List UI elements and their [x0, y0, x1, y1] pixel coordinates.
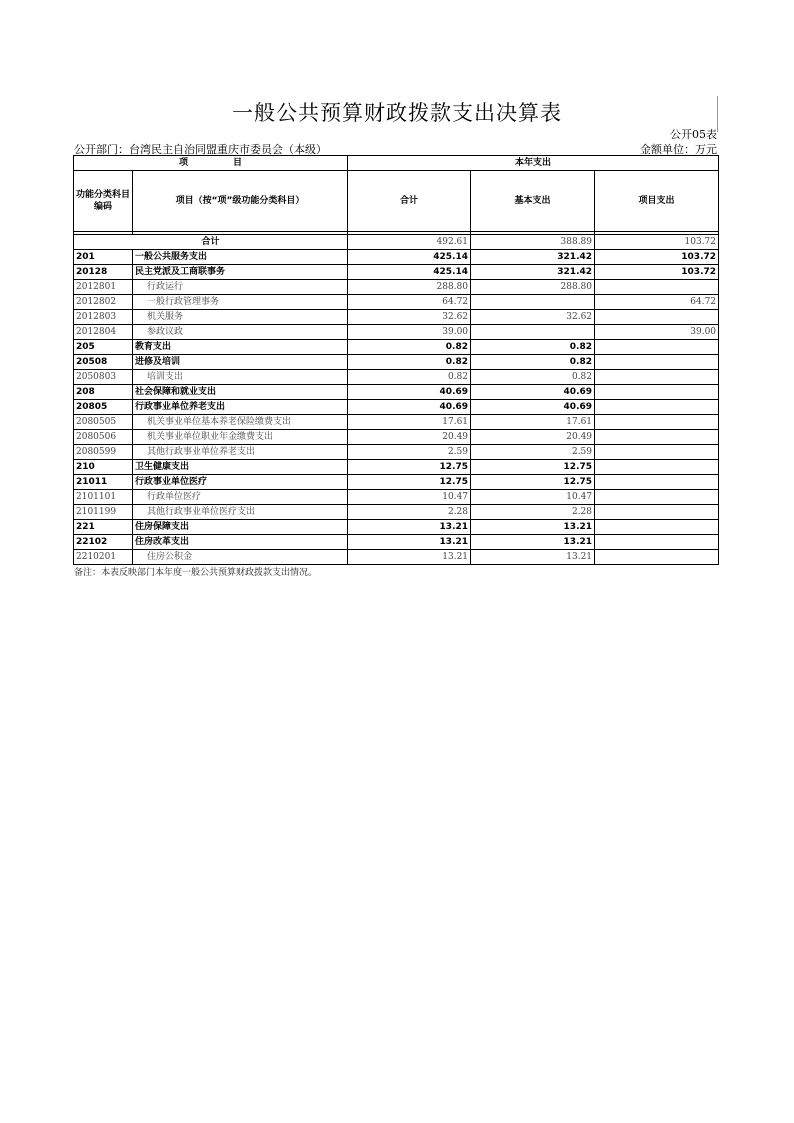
table-row	[74, 385, 719, 400]
row-project: 39.00	[595, 325, 719, 340]
row-basic: 17.61	[471, 415, 595, 430]
table-row	[74, 550, 719, 565]
table-row	[74, 325, 719, 340]
row-code: 21011	[74, 475, 133, 490]
row-basic: 321.42	[471, 265, 595, 280]
row-basic: 20.49	[471, 430, 595, 445]
row-code: 2210201	[74, 550, 133, 565]
row-project	[595, 355, 719, 370]
row-code: 2012804	[74, 325, 133, 340]
header-basic: 基本支出	[471, 171, 595, 232]
table-row	[74, 280, 719, 295]
row-basic: 0.82	[471, 340, 595, 355]
row-code: 22102	[74, 535, 133, 550]
table-row	[74, 400, 719, 415]
total-project: 103.72	[595, 235, 719, 250]
row-project	[595, 280, 719, 295]
row-name: 住房改革支出	[133, 535, 348, 550]
row-name: 住房公积金	[133, 550, 348, 565]
row-name: 卫生健康支出	[133, 460, 348, 475]
row-total: 0.82	[348, 355, 471, 370]
row-total: 13.21	[348, 535, 471, 550]
row-code: 20128	[74, 265, 133, 280]
row-name: 机关服务	[133, 310, 348, 325]
row-total: 2.28	[348, 505, 471, 520]
row-project	[595, 505, 719, 520]
row-name: 机关事业单位职业年金缴费支出	[133, 430, 348, 445]
row-name: 行政运行	[133, 280, 348, 295]
row-total: 39.00	[348, 325, 471, 340]
row-project	[595, 535, 719, 550]
table-row	[74, 505, 719, 520]
row-code: 2080505	[74, 415, 133, 430]
header-project: 项目支出	[595, 171, 719, 232]
row-basic: 2.28	[471, 505, 595, 520]
row-total: 0.82	[348, 370, 471, 385]
row-code: 2012801	[74, 280, 133, 295]
table-row	[74, 295, 719, 310]
row-total: 40.69	[348, 400, 471, 415]
row-total: 425.14	[348, 250, 471, 265]
header-total: 合计	[348, 171, 471, 232]
row-basic: 13.21	[471, 535, 595, 550]
row-name: 行政事业单位养老支出	[133, 400, 348, 415]
total-amount: 492.61	[348, 235, 471, 250]
row-basic: 12.75	[471, 460, 595, 475]
form-number: 公开05表	[670, 128, 717, 141]
row-project	[595, 550, 719, 565]
header-current-year: 本年支出	[348, 156, 719, 171]
table-row	[74, 250, 719, 265]
row-name: 一般行政管理事务	[133, 295, 348, 310]
row-total: 10.47	[348, 490, 471, 505]
total-row	[74, 235, 719, 250]
row-code: 2012802	[74, 295, 133, 310]
table-row	[74, 430, 719, 445]
row-total: 40.69	[348, 385, 471, 400]
row-name: 一般公共服务支出	[133, 250, 348, 265]
table-row	[74, 490, 719, 505]
table-row	[74, 535, 719, 550]
row-name: 住房保障支出	[133, 520, 348, 535]
expenditure-table	[73, 155, 719, 565]
row-total: 20.49	[348, 430, 471, 445]
row-code: 2050803	[74, 370, 133, 385]
amount-unit-label: 金额单位：万元	[640, 143, 717, 156]
row-code: 210	[74, 460, 133, 475]
row-code: 2012803	[74, 310, 133, 325]
row-code: 205	[74, 340, 133, 355]
row-project	[595, 340, 719, 355]
row-project	[595, 520, 719, 535]
table-row	[74, 520, 719, 535]
table-row	[74, 415, 719, 430]
row-code: 20508	[74, 355, 133, 370]
row-project: 103.72	[595, 250, 719, 265]
row-name: 其他行政事业单位养老支出	[133, 445, 348, 460]
table-row	[74, 310, 719, 325]
row-basic: 13.21	[471, 550, 595, 565]
row-project	[595, 445, 719, 460]
row-basic: 0.82	[471, 355, 595, 370]
total-basic: 388.89	[471, 235, 595, 250]
row-project	[595, 460, 719, 475]
table-row	[74, 265, 719, 280]
row-name: 进修及培训	[133, 355, 348, 370]
row-name: 民主党派及工商联事务	[133, 265, 348, 280]
table-row	[74, 475, 719, 490]
row-total: 13.21	[348, 550, 471, 565]
row-project	[595, 310, 719, 325]
row-code: 20805	[74, 400, 133, 415]
row-name: 行政事业单位医疗	[133, 475, 348, 490]
department-label: 公开部门：台湾民主自治同盟重庆市委员会（本级）	[74, 143, 327, 156]
row-basic: 12.75	[471, 475, 595, 490]
row-project: 64.72	[595, 295, 719, 310]
row-name: 其他行政事业单位医疗支出	[133, 505, 348, 520]
row-project	[595, 400, 719, 415]
row-total: 2.59	[348, 445, 471, 460]
row-name: 教育支出	[133, 340, 348, 355]
row-name: 培训支出	[133, 370, 348, 385]
row-basic: 288.80	[471, 280, 595, 295]
row-basic: 32.62	[471, 310, 595, 325]
row-total: 0.82	[348, 340, 471, 355]
row-total: 64.72	[348, 295, 471, 310]
row-basic: 40.69	[471, 400, 595, 415]
row-name: 行政单位医疗	[133, 490, 348, 505]
total-label: 合计	[74, 235, 348, 250]
row-code: 221	[74, 520, 133, 535]
table-row	[74, 340, 719, 355]
table-row	[74, 355, 719, 370]
row-project	[595, 385, 719, 400]
row-code: 2080599	[74, 445, 133, 460]
table-row	[74, 445, 719, 460]
row-project: 103.72	[595, 265, 719, 280]
row-total: 13.21	[348, 520, 471, 535]
row-total: 425.14	[348, 265, 471, 280]
row-name: 参政议政	[133, 325, 348, 340]
row-code: 201	[74, 250, 133, 265]
header-code: 功能分类科目编码	[74, 171, 133, 232]
row-project	[595, 490, 719, 505]
row-basic: 0.82	[471, 370, 595, 385]
row-total: 32.62	[348, 310, 471, 325]
row-basic: 2.59	[471, 445, 595, 460]
row-project	[595, 415, 719, 430]
row-total: 17.61	[348, 415, 471, 430]
row-basic	[471, 295, 595, 310]
row-basic: 10.47	[471, 490, 595, 505]
header-item-group: 项 目	[74, 156, 348, 171]
row-name: 机关事业单位基本养老保险缴费支出	[133, 415, 348, 430]
row-basic: 321.42	[471, 250, 595, 265]
row-code: 2101101	[74, 490, 133, 505]
row-project	[595, 430, 719, 445]
header-name: 项目（按“项”级功能分类科目）	[133, 171, 348, 232]
row-total: 12.75	[348, 460, 471, 475]
row-basic: 13.21	[471, 520, 595, 535]
row-total: 12.75	[348, 475, 471, 490]
table-row	[74, 370, 719, 385]
page-title: 一般公共预算财政拨款支出决算表	[232, 101, 562, 125]
row-project	[595, 370, 719, 385]
row-code: 2080506	[74, 430, 133, 445]
table-row	[74, 460, 719, 475]
footnote: 备注：本表反映部门本年度一般公共预算财政拨款支出情况。	[74, 568, 318, 578]
row-code: 2101199	[74, 505, 133, 520]
row-basic	[471, 325, 595, 340]
row-project	[595, 475, 719, 490]
row-total: 288.80	[348, 280, 471, 295]
row-basic: 40.69	[471, 385, 595, 400]
row-code: 208	[74, 385, 133, 400]
row-name: 社会保障和就业支出	[133, 385, 348, 400]
